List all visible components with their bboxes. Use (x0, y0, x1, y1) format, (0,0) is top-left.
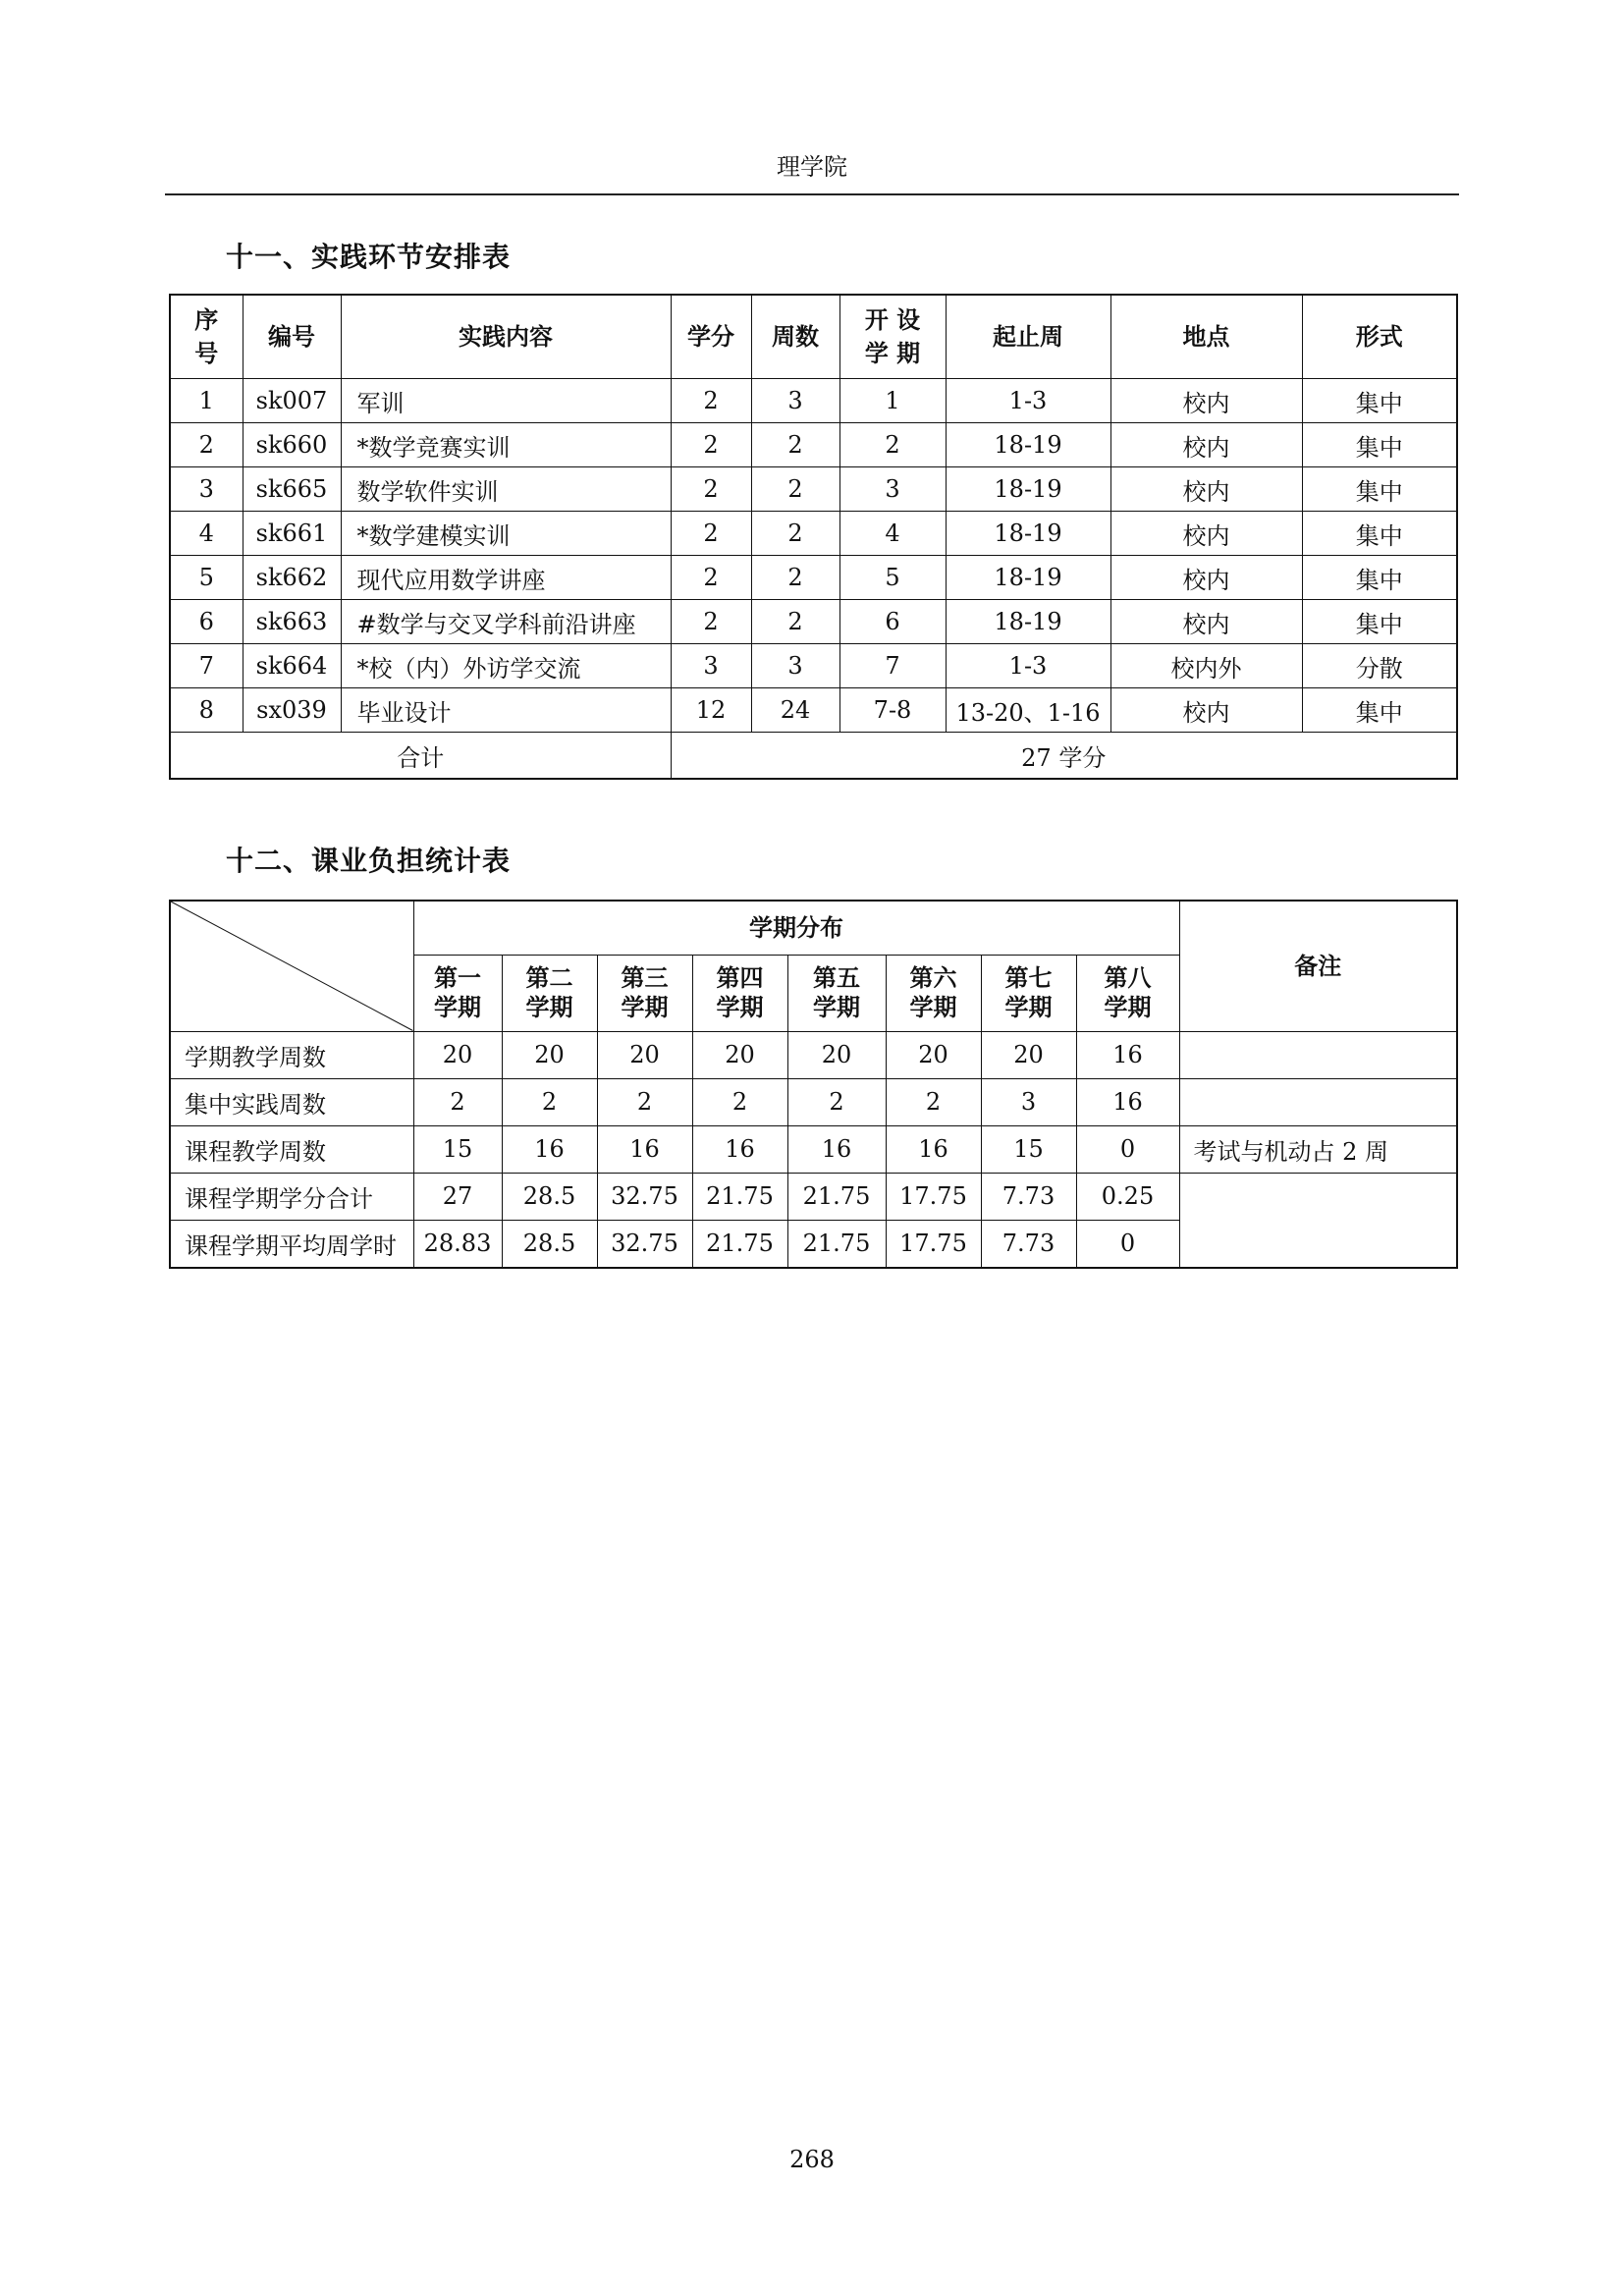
cell-credit: 2 (671, 556, 751, 600)
col-header-seq-bottom: 号 (194, 340, 219, 367)
value-cell: 16 (692, 1125, 787, 1173)
value-cell: 17.75 (886, 1173, 981, 1220)
term-header-8 (1076, 955, 1179, 1031)
cell-form: 集中 (1302, 423, 1457, 467)
term-header-3 (597, 955, 692, 1031)
table-row (170, 512, 1457, 556)
cell-weeks: 3 (751, 379, 839, 423)
value-cell: 2 (502, 1078, 597, 1125)
cell-span: 1-3 (946, 379, 1110, 423)
cell-span: 13-20、1-16 (946, 688, 1110, 733)
value-cell: 3 (981, 1078, 1076, 1125)
term-header-3-top: 第三 (621, 964, 669, 992)
cell-place: 校内 (1110, 423, 1302, 467)
cell-credit: 2 (671, 467, 751, 512)
cell-form: 集中 (1302, 688, 1457, 733)
col-header-place: 地点 (1110, 295, 1302, 379)
value-cell: 7.73 (981, 1220, 1076, 1268)
row-label: 集中实践周数 (170, 1078, 413, 1125)
term-header-4-top: 第四 (716, 964, 764, 992)
cell-credit: 2 (671, 423, 751, 467)
cell-term: 1 (839, 379, 946, 423)
cell-content: *校（内）外访学交流 (341, 644, 671, 688)
cell-term: 4 (839, 512, 946, 556)
col-header-seq-top: 序 (194, 306, 219, 334)
cell-place: 校内 (1110, 512, 1302, 556)
row-label: 课程教学周数 (170, 1125, 413, 1173)
cell-term: 6 (839, 600, 946, 644)
cell-term: 7 (839, 644, 946, 688)
value-cell: 2 (597, 1078, 692, 1125)
cell-place: 校内 (1110, 556, 1302, 600)
cell-content: 现代应用数学讲座 (341, 556, 671, 600)
diagonal-line (171, 902, 413, 1031)
term-header-3-bottom: 学期 (621, 994, 669, 1021)
remark-cell: 考试与机动占 2 周 (1179, 1125, 1457, 1173)
term-header-8-bottom: 学期 (1104, 994, 1152, 1021)
term-header-2 (502, 955, 597, 1031)
value-cell: 20 (886, 1031, 981, 1078)
table-row (170, 688, 1457, 733)
value-cell: 0 (1076, 1125, 1179, 1173)
value-cell: 16 (787, 1125, 886, 1173)
value-cell: 2 (886, 1078, 981, 1125)
remark-cell (1179, 1173, 1457, 1268)
term-header-7-top: 第七 (1004, 964, 1053, 992)
cell-content: 军训 (341, 379, 671, 423)
term-header-6-bottom: 学期 (909, 994, 957, 1021)
remark-cell (1179, 1078, 1457, 1125)
term-header-2-bottom: 学期 (525, 994, 573, 1021)
term-header-5-bottom: 学期 (813, 994, 860, 1021)
cell-credit: 3 (671, 644, 751, 688)
section-title-practice: 十一、实践环节安排表 (226, 241, 512, 273)
term-header-2-top: 第二 (525, 964, 573, 992)
value-cell: 17.75 (886, 1220, 981, 1268)
cell-span: 18-19 (946, 556, 1110, 600)
cell-code: sk665 (243, 467, 341, 512)
term-header-8-top: 第八 (1104, 964, 1152, 992)
term-header-6-top: 第六 (909, 964, 957, 992)
value-cell: 16 (1076, 1031, 1179, 1078)
table-row (170, 423, 1457, 467)
cell-place: 校内 (1110, 600, 1302, 644)
table-row (170, 644, 1457, 688)
cell-weeks: 3 (751, 644, 839, 688)
value-cell: 20 (413, 1031, 502, 1078)
cell-place: 校内 (1110, 688, 1302, 733)
value-cell: 16 (502, 1125, 597, 1173)
value-cell: 27 (413, 1173, 502, 1220)
table-row (170, 467, 1457, 512)
table-row (170, 1031, 1457, 1078)
practice-schedule-table (169, 294, 1458, 780)
cell-code: sx039 (243, 688, 341, 733)
value-cell: 2 (692, 1078, 787, 1125)
row-label: 课程学期学分合计 (170, 1173, 413, 1220)
cell-no: 6 (170, 600, 243, 644)
cell-no: 2 (170, 423, 243, 467)
value-cell: 32.75 (597, 1220, 692, 1268)
value-cell: 20 (597, 1031, 692, 1078)
term-distribution-header: 学期分布 (413, 901, 1179, 955)
term-header-7 (981, 955, 1076, 1031)
table-row (170, 600, 1457, 644)
col-header-code: 编号 (243, 295, 341, 379)
header-title: 理学院 (777, 153, 847, 181)
cell-content: *数学竞赛实训 (341, 423, 671, 467)
row-label: 学期教学周数 (170, 1031, 413, 1078)
value-cell: 20 (787, 1031, 886, 1078)
cell-weeks: 2 (751, 423, 839, 467)
workload-statistics-table (169, 900, 1458, 1269)
cell-no: 7 (170, 644, 243, 688)
cell-credit: 2 (671, 600, 751, 644)
cell-term: 3 (839, 467, 946, 512)
term-header-1 (413, 955, 502, 1031)
cell-content: 毕业设计 (341, 688, 671, 733)
diagonal-corner-cell (170, 901, 413, 1031)
cell-term: 7-8 (839, 688, 946, 733)
value-cell: 28.5 (502, 1173, 597, 1220)
term-header-6 (886, 955, 981, 1031)
cell-span: 18-19 (946, 512, 1110, 556)
cell-span: 18-19 (946, 423, 1110, 467)
col-header-content: 实践内容 (341, 295, 671, 379)
value-cell: 0.25 (1076, 1173, 1179, 1220)
cell-content: #数学与交叉学科前沿讲座 (341, 600, 671, 644)
page-number: 268 (789, 2146, 835, 2173)
col-header-term (839, 295, 946, 379)
cell-form: 集中 (1302, 379, 1457, 423)
cell-form: 分散 (1302, 644, 1457, 688)
value-cell: 16 (1076, 1078, 1179, 1125)
cell-no: 5 (170, 556, 243, 600)
cell-no: 4 (170, 512, 243, 556)
cell-code: sk662 (243, 556, 341, 600)
value-cell: 16 (597, 1125, 692, 1173)
value-cell: 20 (981, 1031, 1076, 1078)
workload-header-row-1 (170, 901, 1457, 955)
cell-place: 校内 (1110, 467, 1302, 512)
cell-code: sk661 (243, 512, 341, 556)
cell-term: 5 (839, 556, 946, 600)
cell-code: sk663 (243, 600, 341, 644)
section-title-workload: 十二、课业负担统计表 (226, 845, 512, 877)
value-cell: 28.5 (502, 1220, 597, 1268)
page-header (165, 147, 1459, 195)
cell-no: 1 (170, 379, 243, 423)
cell-credit: 2 (671, 379, 751, 423)
table-row (170, 379, 1457, 423)
col-header-term-top: 开 设 (864, 306, 921, 334)
cell-form: 集中 (1302, 512, 1457, 556)
cell-span: 18-19 (946, 467, 1110, 512)
cell-content: 数学软件实训 (341, 467, 671, 512)
term-header-7-bottom: 学期 (1004, 994, 1053, 1021)
cell-weeks: 2 (751, 467, 839, 512)
remark-cell (1179, 1031, 1457, 1078)
cell-weeks: 24 (751, 688, 839, 733)
value-cell: 21.75 (692, 1173, 787, 1220)
value-cell: 28.83 (413, 1220, 502, 1268)
cell-code: sk660 (243, 423, 341, 467)
value-cell: 20 (502, 1031, 597, 1078)
col-header-span: 起止周 (946, 295, 1110, 379)
value-cell: 2 (413, 1078, 502, 1125)
total-row (170, 733, 1457, 780)
cell-weeks: 2 (751, 512, 839, 556)
col-header-form: 形式 (1302, 295, 1457, 379)
cell-form: 集中 (1302, 600, 1457, 644)
cell-credit: 2 (671, 512, 751, 556)
total-label: 合计 (170, 733, 671, 780)
col-header-credit: 学分 (671, 295, 751, 379)
value-cell: 20 (692, 1031, 787, 1078)
value-cell: 7.73 (981, 1173, 1076, 1220)
value-cell: 15 (981, 1125, 1076, 1173)
cell-no: 3 (170, 467, 243, 512)
row-label: 课程学期平均周学时 (170, 1220, 413, 1268)
cell-term: 2 (839, 423, 946, 467)
cell-form: 集中 (1302, 467, 1457, 512)
remark-header: 备注 (1179, 901, 1457, 1031)
value-cell: 0 (1076, 1220, 1179, 1268)
cell-no: 8 (170, 688, 243, 733)
practice-table-header-row (170, 295, 1457, 379)
term-header-4-bottom: 学期 (716, 994, 764, 1021)
cell-span: 1-3 (946, 644, 1110, 688)
cell-code: sk007 (243, 379, 341, 423)
term-header-1-bottom: 学期 (434, 994, 481, 1021)
term-header-1-top: 第一 (434, 964, 481, 992)
term-header-4 (692, 955, 787, 1031)
value-cell: 16 (886, 1125, 981, 1173)
total-value: 27 学分 (671, 733, 1457, 780)
cell-weeks: 2 (751, 600, 839, 644)
value-cell: 2 (787, 1078, 886, 1125)
col-header-term-bottom: 学 期 (864, 340, 921, 367)
table-row (170, 556, 1457, 600)
table-row (170, 1078, 1457, 1125)
cell-weeks: 2 (751, 556, 839, 600)
value-cell: 32.75 (597, 1173, 692, 1220)
cell-credit: 12 (671, 688, 751, 733)
value-cell: 15 (413, 1125, 502, 1173)
cell-place: 校内外 (1110, 644, 1302, 688)
term-header-5 (787, 955, 886, 1031)
cell-form: 集中 (1302, 556, 1457, 600)
value-cell: 21.75 (787, 1173, 886, 1220)
cell-content: *数学建模实训 (341, 512, 671, 556)
table-row (170, 1173, 1457, 1220)
col-header-seq (170, 295, 243, 379)
term-header-5-top: 第五 (813, 964, 860, 992)
value-cell: 21.75 (787, 1220, 886, 1268)
cell-span: 18-19 (946, 600, 1110, 644)
cell-place: 校内 (1110, 379, 1302, 423)
col-header-weeks: 周数 (751, 295, 839, 379)
value-cell: 21.75 (692, 1220, 787, 1268)
table-row (170, 1125, 1457, 1173)
cell-code: sk664 (243, 644, 341, 688)
